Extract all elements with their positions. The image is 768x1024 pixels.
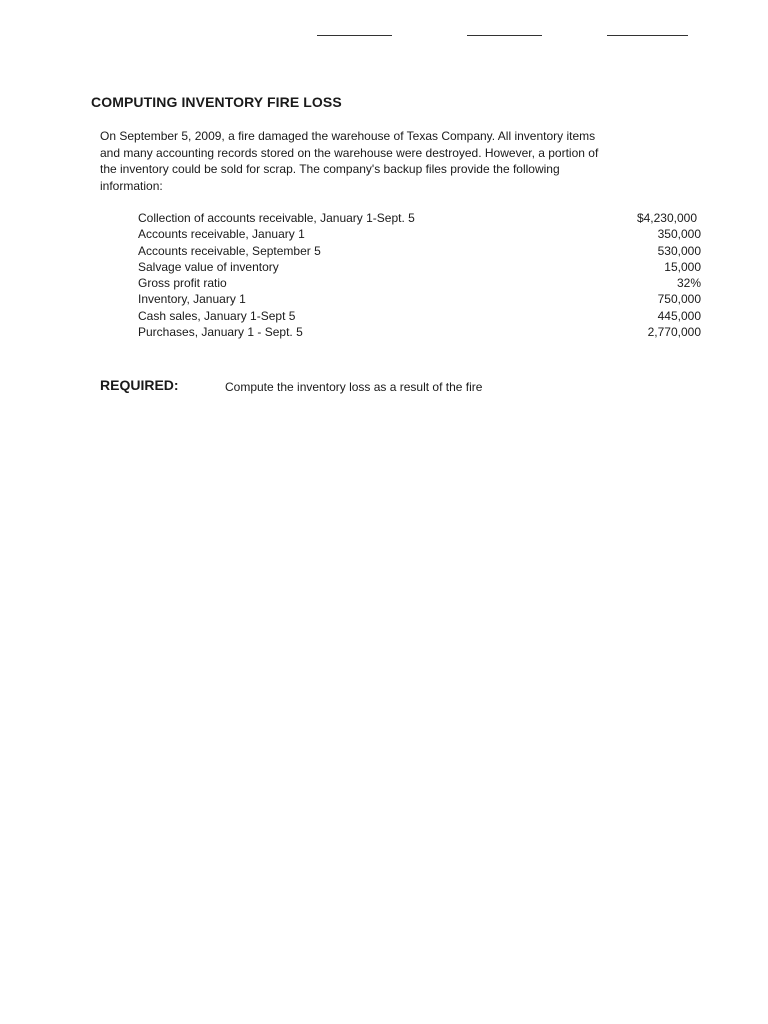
data-value: 530,000 [657, 243, 701, 258]
data-label: Gross profit ratio [138, 276, 227, 291]
data-value: 2,770,000 [647, 325, 701, 340]
data-row [138, 275, 701, 291]
data-row [138, 226, 701, 242]
data-label: Collection of accounts receivable, January 1-Sept. 5 [138, 211, 415, 225]
data-value: 15,000 [664, 259, 701, 274]
required-label: REQUIRED: [100, 377, 179, 393]
data-list [138, 210, 701, 340]
answer-blank-line-3 [607, 35, 688, 36]
data-row [138, 243, 701, 259]
data-label: Accounts receivable, January 1 [138, 227, 305, 242]
intro-line: On September 5, 2009, a fire damaged the warehouse of Texas Company. All inventory items [100, 129, 596, 143]
data-row [138, 291, 701, 307]
data-label: Purchases, January 1 - Sept. 5 [138, 325, 303, 340]
data-label: Accounts receivable, September 5 [138, 243, 321, 258]
intro-line: information: [100, 178, 163, 193]
data-label: Inventory, January 1 [138, 292, 246, 307]
answer-blank-line-1 [317, 35, 392, 36]
data-value: 750,000 [657, 292, 701, 307]
data-row [138, 308, 701, 324]
data-row [138, 324, 701, 340]
intro-line: the inventory could be sold for scrap. The company's backup files provide the following [100, 162, 560, 176]
intro-line: and many accounting records stored on the warehouse were destroyed. However, a portion of [100, 145, 599, 160]
page-title: COMPUTING INVENTORY FIRE LOSS [91, 94, 342, 110]
intro-paragraph [100, 128, 640, 194]
answer-blank-line-2 [467, 35, 542, 36]
data-label: Cash sales, January 1-Sept 5 [138, 308, 296, 323]
data-label: Salvage value of inventory [138, 259, 279, 274]
required-text: Compute the inventory loss as a result of the fire [225, 380, 483, 394]
data-row [138, 210, 701, 226]
data-row [138, 259, 701, 275]
data-value: 445,000 [657, 308, 701, 323]
data-value: $4,230,000 [636, 211, 697, 225]
data-value: 350,000 [657, 227, 701, 242]
data-value: 32% [676, 276, 701, 291]
